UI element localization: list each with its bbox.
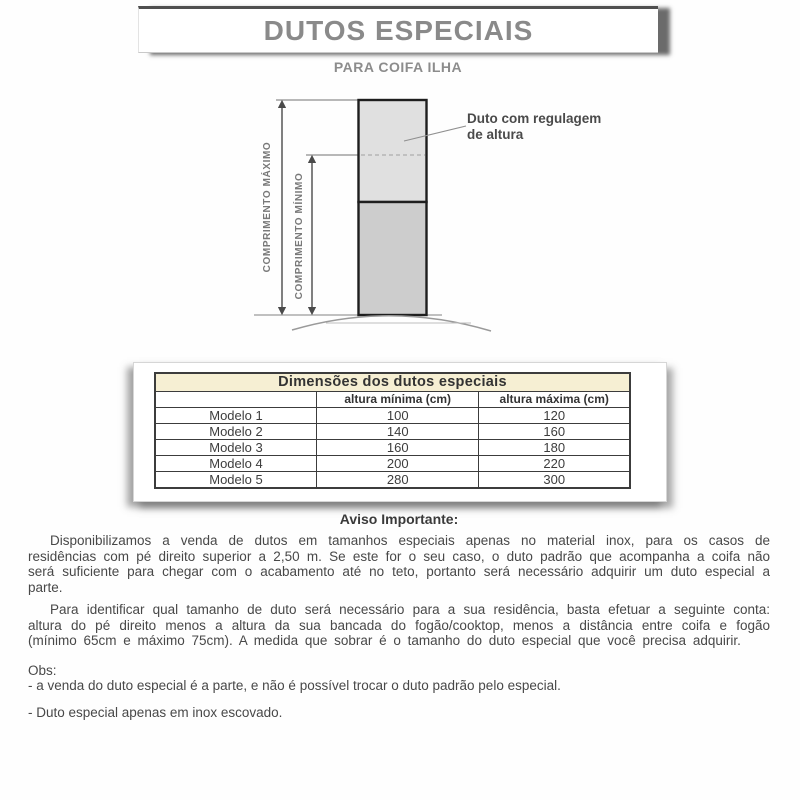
page-title: DUTOS ESPECIAIS — [263, 14, 534, 46]
max-cell: 180 — [479, 439, 630, 455]
header-title-box — [138, 6, 658, 53]
duct-lower-section — [359, 202, 427, 315]
min-cell: 160 — [317, 439, 479, 455]
duct-upper-section — [359, 100, 427, 202]
table-row — [155, 423, 630, 439]
notice-heading: Aviso Importante: — [339, 511, 459, 527]
obs-item-1: - a venda do duto especial é a parte, e não é possível trocar o duto padrão pelo especial. — [28, 678, 561, 693]
max-cell: 120 — [479, 407, 630, 423]
dimensions-table-card — [133, 362, 667, 502]
obs-item-2: - Duto especial apenas em inox escovado. — [28, 704, 283, 720]
col-header-empty — [155, 391, 317, 407]
duct-callout-label: Duto com regulagem de altura — [467, 111, 602, 142]
col-header-max-height: altura máxima (cm) — [479, 391, 630, 407]
col-header-min-height: altura mínima (cm) — [317, 391, 479, 407]
table-title-row — [155, 373, 630, 391]
max-cell: 160 — [479, 423, 630, 439]
obs-label: Obs: — [28, 662, 57, 678]
dimensions-table — [154, 372, 631, 489]
min-cell: 100 — [317, 407, 479, 423]
notice-paragraph-2: Para identificar qual tamanho de duto será necessário para a sua residência, basta efetuar a seguinte conta: altura do pé direito menos a altura da sua bancada do fogão/cooktop, menos a distância entre coifa e fogão (mínimo 65cm e máximo 75cm). A medida que sobrar é o tamanho do duto especial que você precisa adquirir. — [28, 602, 770, 648]
table-row — [155, 455, 630, 471]
table-title: Dimensões dos dutos especiais — [155, 373, 630, 391]
notice-section — [28, 511, 770, 720]
page-subtitle: PARA COIFA ILHA — [333, 59, 463, 75]
max-length-label: COMPRIMENTO MÁXIMO — [262, 141, 273, 273]
min-length-label: COMPRIMENTO MÍNIMO — [294, 172, 305, 300]
model-cell: Modelo 5 — [155, 471, 317, 488]
table-header-row — [155, 391, 630, 407]
table-row — [155, 407, 630, 423]
min-cell: 200 — [317, 455, 479, 471]
model-cell: Modelo 3 — [155, 439, 317, 455]
model-cell: Modelo 1 — [155, 407, 317, 423]
model-cell: Modelo 2 — [155, 423, 317, 439]
model-cell: Modelo 4 — [155, 455, 317, 471]
table-row — [155, 439, 630, 455]
max-cell: 300 — [479, 471, 630, 488]
min-cell: 140 — [317, 423, 479, 439]
table-row — [155, 471, 630, 488]
notice-paragraph-1: Disponibilizamos a venda de dutos em tamanhos especiais apenas no material inox, para os casos de residências com pé direito superior a 2,50 m. Se este for o seu caso, o duto padrão que acompanha a coifa não será suficiente para chegar com o acabamento até no teto, portanto será necessário adquirir um duto especial a parte. — [28, 533, 770, 595]
min-cell: 280 — [317, 471, 479, 488]
max-cell: 220 — [479, 455, 630, 471]
